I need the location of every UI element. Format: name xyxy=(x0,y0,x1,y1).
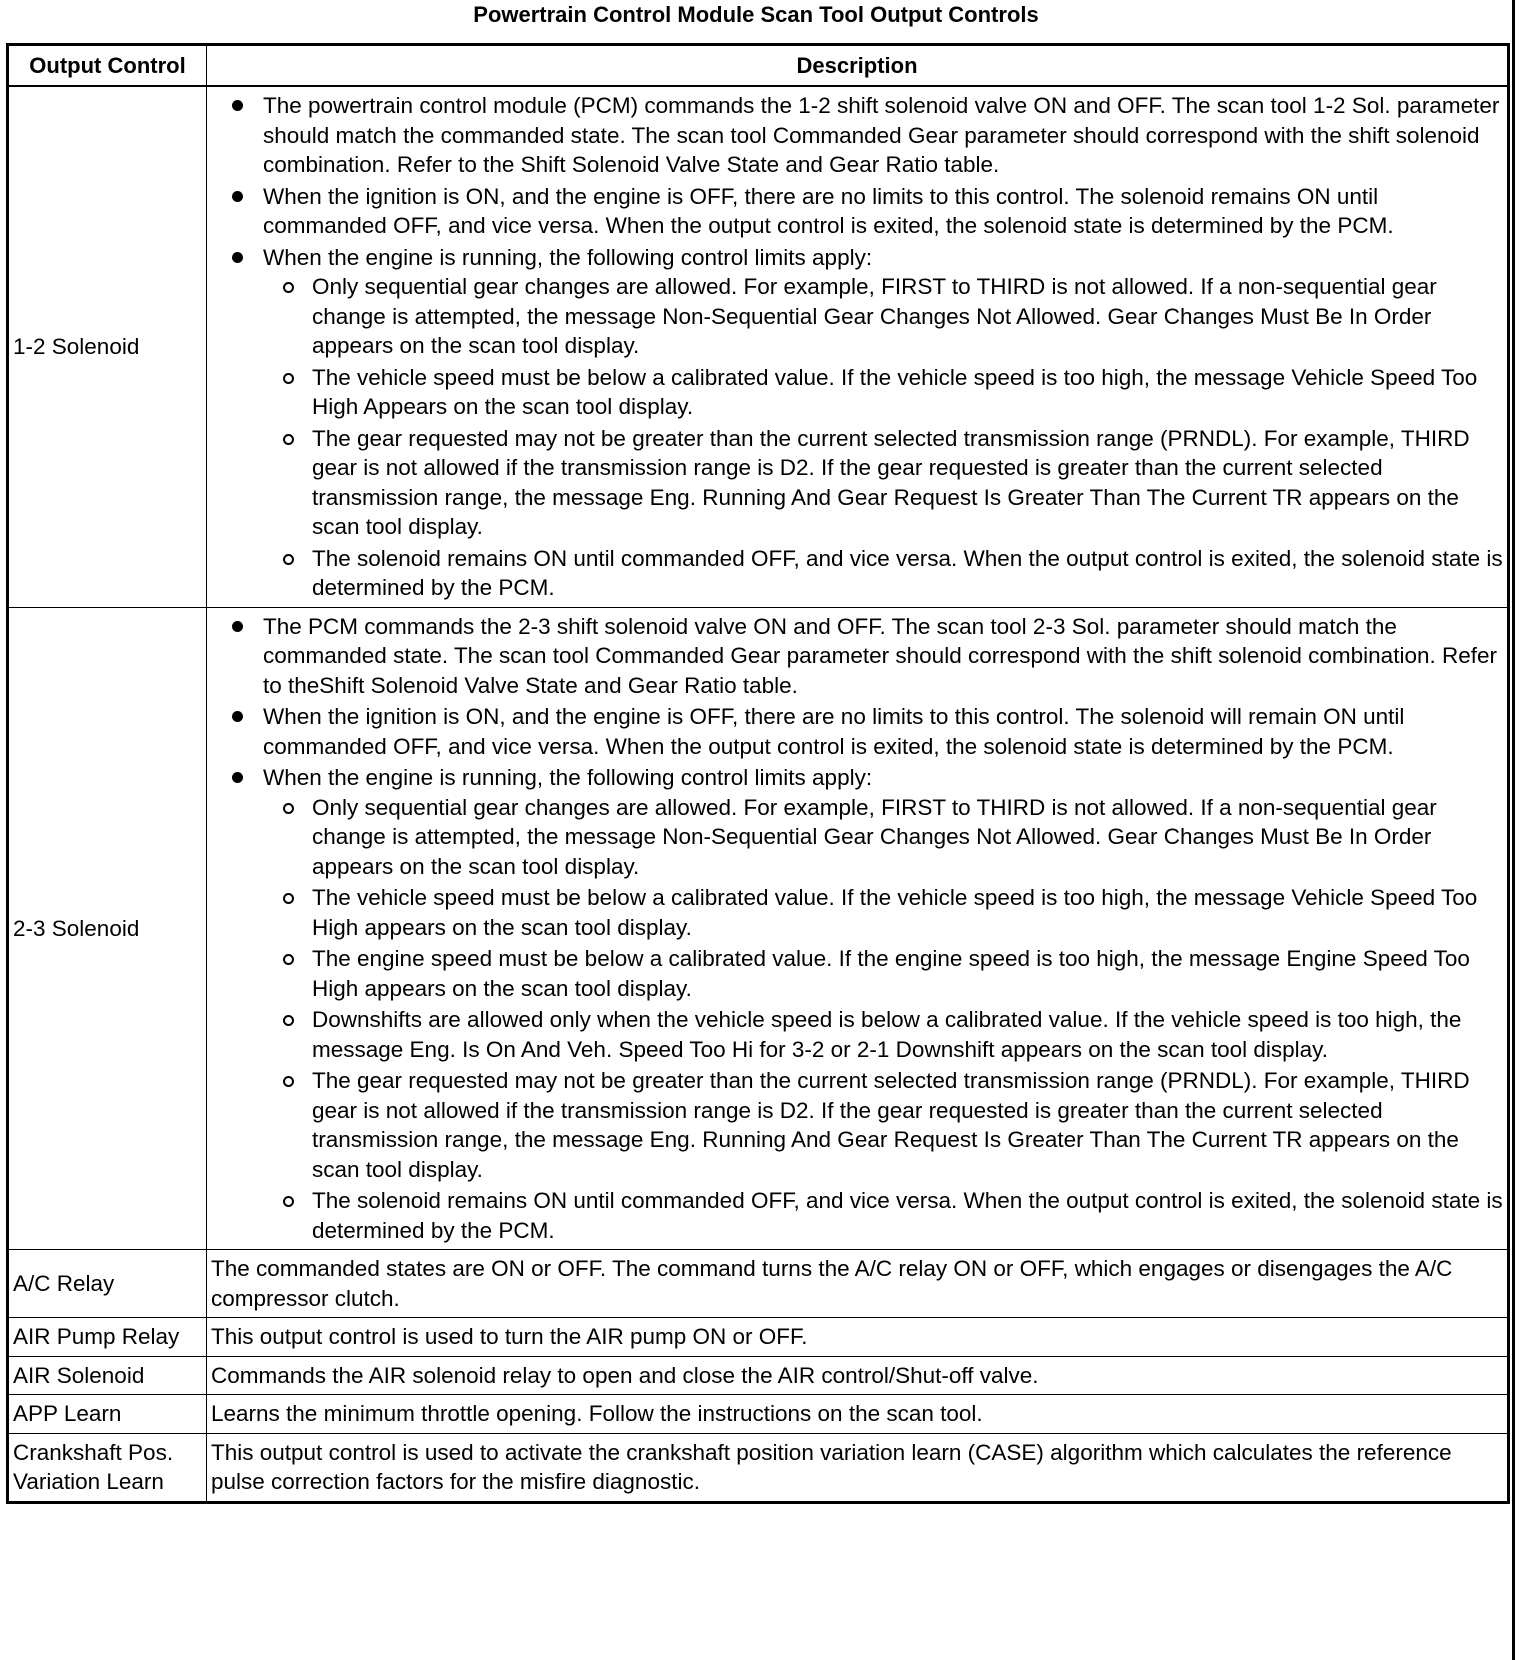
table-row xyxy=(8,1395,1509,1434)
sub-item-text: Only sequential gear changes are allowed. For example, FIRST to THIRD is not allowed. If a non-sequential gear change is attempted, the message Non-Sequential Gear Changes Not Allowed. Gear Changes Must Be In Order appears on the scan tool display. xyxy=(312,274,1437,358)
bullet-icon xyxy=(232,621,243,632)
sub-item-text: The gear requested may not be greater than the current selected transmission range (PRNDL). For example, THIRD gear is not allowed if the transmission range is D2. If the gear requested is greater than the current selected transmission range, the message Eng. Running And Gear Request Is Greater Than The Current TR appears on the scan tool display. xyxy=(312,1068,1470,1182)
table-row xyxy=(8,1250,1509,1318)
list-item-text: When the engine is running, the following control limits apply: xyxy=(263,244,873,270)
bullet-icon xyxy=(232,191,243,202)
sub-list-item xyxy=(281,1005,1503,1064)
sub-item-text: The engine speed must be below a calibrated value. If the engine speed is too high, the message Engine Speed Too High appears on the scan tool display. xyxy=(312,946,1470,1001)
output-control-cell: AIR Solenoid xyxy=(8,1356,207,1395)
description-cell: This output control is used to turn the AIR pump ON or OFF. xyxy=(207,1318,1509,1357)
table-row xyxy=(8,86,1509,607)
sub-list-item xyxy=(281,944,1503,1003)
sub-list xyxy=(281,793,1503,1246)
list-item-text: The powertrain control module (PCM) commands the 1-2 shift solenoid valve ON and OFF. The scan tool 1-2 Sol. parameter should match the commanded state. The scan tool Commanded Gear parameter should correspond with the shift solenoid combination. Refer to the Shift Solenoid Valve State and Gear Ratio table. xyxy=(263,93,1500,177)
list-item-text: When the ignition is ON, and the engine is OFF, there are no limits to this control. The solenoid will remain ON until commanded OFF, and vice versa. When the output control is exited, the solenoid state is determined by the PCM. xyxy=(263,704,1405,759)
hollow-bullet-icon xyxy=(283,803,294,814)
table-row xyxy=(8,1318,1509,1357)
list-item xyxy=(232,243,1503,603)
sub-list-item xyxy=(281,883,1503,942)
hollow-bullet-icon xyxy=(283,282,294,293)
output-control-cell: Crankshaft Pos. Variation Learn xyxy=(8,1433,207,1502)
sub-item-text: The solenoid remains ON until commanded OFF, and vice versa. When the output control is exited, the solenoid state is determined by the PCM. xyxy=(312,545,1503,600)
sub-list-item xyxy=(281,363,1503,422)
sub-item-text: The solenoid remains ON until commanded OFF, and vice versa. When the output control is exited, the solenoid state is determined by the PCM. xyxy=(312,1188,1503,1243)
sub-item-text: The vehicle speed must be below a calibrated value. If the vehicle speed is too high, the message Vehicle Speed Too High Appears on the scan tool display. xyxy=(312,364,1478,419)
list-item xyxy=(232,182,1503,241)
sub-list-item xyxy=(281,272,1503,361)
sub-item-text: The gear requested may not be greater than the current selected transmission range (PRNDL). For example, THIRD gear is not allowed if the transmission range is D2. If the gear requested is greater than the current selected transmission range, the message Eng. Running And Gear Request Is Greater Than The Current TR appears on the scan tool display. xyxy=(312,425,1470,539)
header-row xyxy=(8,45,1509,87)
sub-item-text: The vehicle speed must be below a calibrated value. If the vehicle speed is too high, the message Vehicle Speed Too High appears on the scan tool display. xyxy=(312,885,1478,940)
hollow-bullet-icon xyxy=(283,373,294,384)
output-control-cell: AIR Pump Relay xyxy=(8,1318,207,1357)
output-control-cell: APP Learn xyxy=(8,1395,207,1434)
description-cell xyxy=(207,86,1509,607)
list-item xyxy=(232,91,1503,180)
output-control-cell: 1-2 Solenoid xyxy=(8,86,207,607)
hollow-bullet-icon xyxy=(283,1196,294,1207)
page-edge-rule xyxy=(1512,0,1515,1660)
description-cell: Learns the minimum throttle opening. Follow the instructions on the scan tool. xyxy=(207,1395,1509,1434)
header-output-control: Output Control xyxy=(8,45,207,87)
description-cell: Commands the AIR solenoid relay to open and close the AIR control/Shut-off valve. xyxy=(207,1356,1509,1395)
table-row xyxy=(8,1356,1509,1395)
table-row xyxy=(8,607,1509,1250)
bullet-list xyxy=(232,612,1503,1246)
output-controls-table xyxy=(6,43,1510,1504)
hollow-bullet-icon xyxy=(283,954,294,965)
description-cell xyxy=(207,607,1509,1250)
bullet-list xyxy=(232,91,1503,603)
description-cell: The commanded states are ON or OFF. The command turns the A/C relay ON or OFF, which engages or disengages the A/C compressor clutch. xyxy=(207,1250,1509,1318)
bullet-icon xyxy=(232,252,243,263)
hollow-bullet-icon xyxy=(283,893,294,904)
sub-list-item xyxy=(281,793,1503,882)
bullet-icon xyxy=(232,100,243,111)
sub-list-item xyxy=(281,1186,1503,1245)
list-item-text: When the engine is running, the following control limits apply: xyxy=(263,765,873,790)
output-control-cell: 2-3 Solenoid xyxy=(8,607,207,1250)
hollow-bullet-icon xyxy=(283,554,294,565)
list-item-text: The PCM commands the 2-3 shift solenoid valve ON and OFF. The scan tool 2-3 Sol. parameter should match the commanded state. The scan tool Commanded Gear parameter should correspond with the shift solenoid combination. Refer to theShift Solenoid Valve State and Gear Ratio table. xyxy=(263,613,1497,698)
description-cell: This output control is used to activate the crankshaft position variation learn (CASE) algorithm which calculates the reference pulse correction factors for the misfire diagnostic. xyxy=(207,1433,1509,1502)
bullet-icon xyxy=(232,711,243,722)
list-item xyxy=(232,612,1503,701)
hollow-bullet-icon xyxy=(283,434,294,445)
list-item-text: When the ignition is ON, and the engine is OFF, there are no limits to this control. The solenoid remains ON until commanded OFF, and vice versa. When the output control is exited, the solenoid state is determined by the PCM. xyxy=(263,183,1394,238)
header-description: Description xyxy=(207,45,1509,87)
sub-list-item xyxy=(281,544,1503,603)
table-title: Powertrain Control Module Scan Tool Output Controls xyxy=(473,2,1039,27)
sub-item-text: Downshifts are allowed only when the vehicle speed is below a calibrated value. If the vehicle speed is too high, the message Eng. Is On And Veh. Speed Too Hi for 3-2 or 2-1 Downshift appears on the scan tool display. xyxy=(312,1007,1462,1062)
list-item xyxy=(232,702,1503,761)
hollow-bullet-icon xyxy=(283,1076,294,1087)
sub-list-item xyxy=(281,424,1503,542)
sub-list xyxy=(281,272,1503,603)
hollow-bullet-icon xyxy=(283,1015,294,1026)
list-item xyxy=(232,763,1503,1245)
bullet-icon xyxy=(232,772,243,783)
output-control-cell: A/C Relay xyxy=(8,1250,207,1318)
sub-list-item xyxy=(281,1066,1503,1184)
table-row xyxy=(8,1433,1509,1502)
sub-item-text: Only sequential gear changes are allowed. For example, FIRST to THIRD is not allowed. If a non-sequential gear change is attempted, the message Non-Sequential Gear Changes Not Allowed. Gear Changes Must Be In Order appears on the scan tool display. xyxy=(312,794,1437,879)
